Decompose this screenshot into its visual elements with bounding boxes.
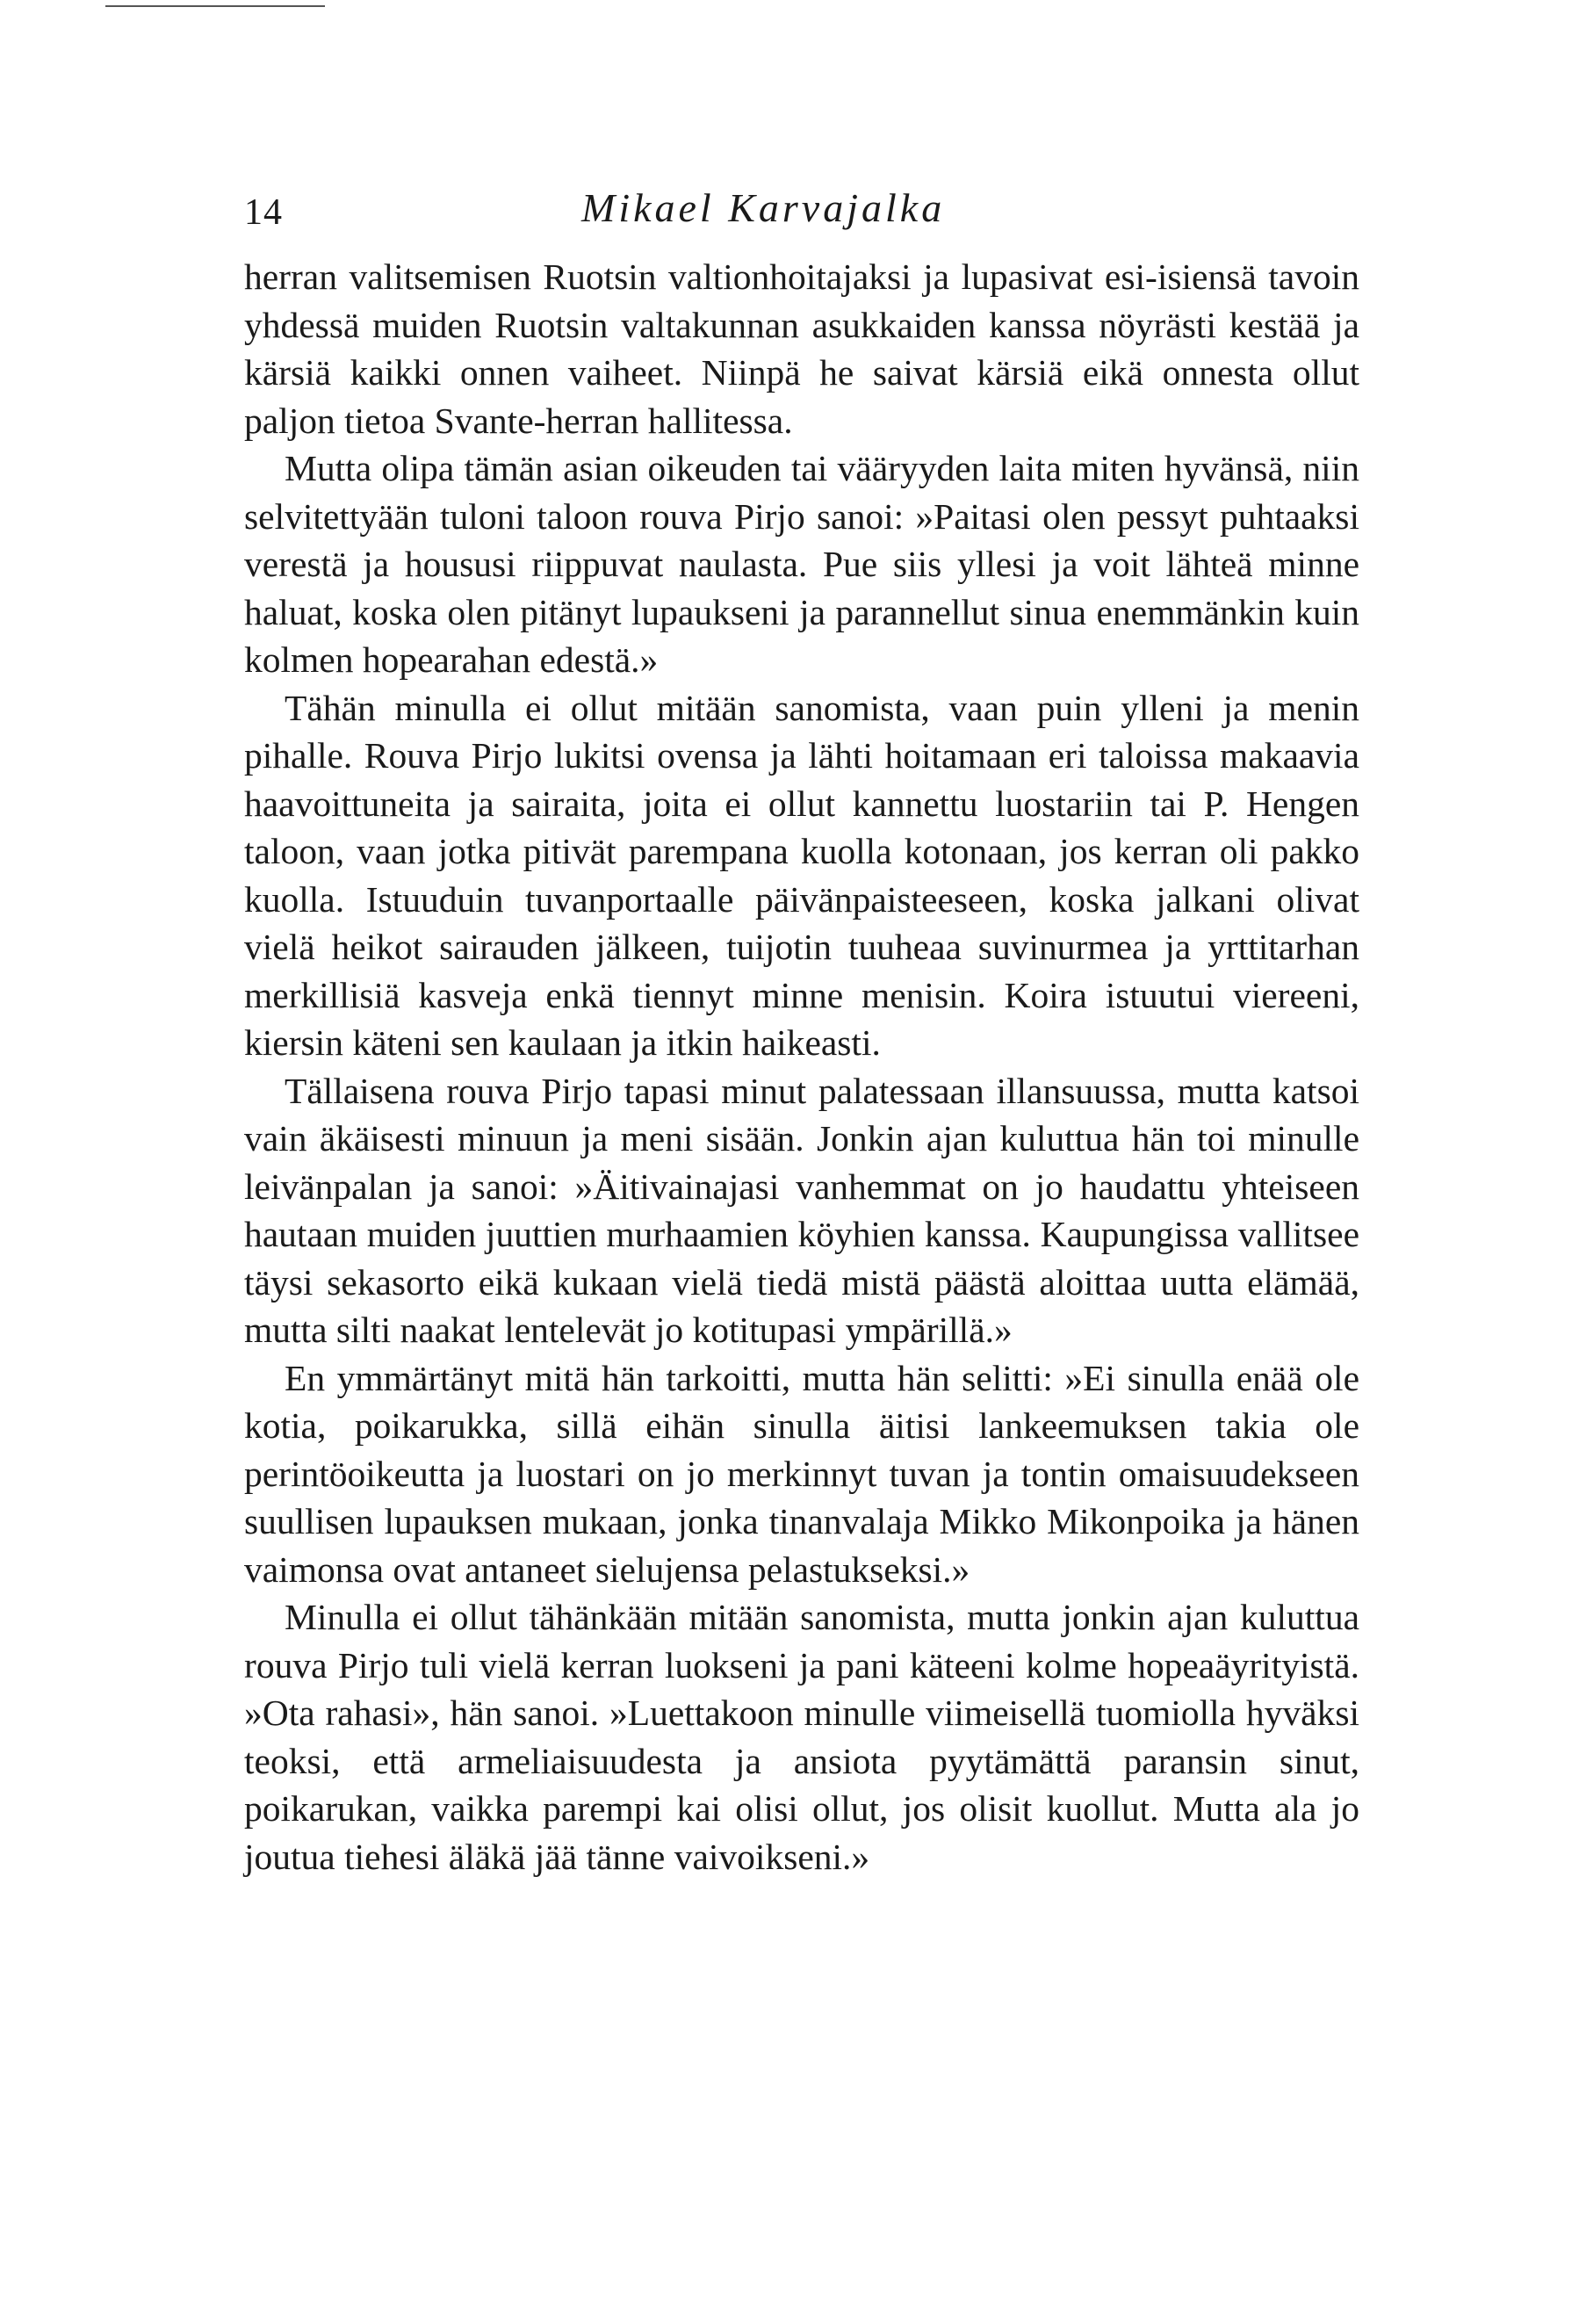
running-head <box>244 184 1359 246</box>
body-text <box>244 253 1359 1880</box>
paragraph-3: Tähän minulla ei ollut mitään sanomista, vaan puin ylleni ja menin pihalle. Rouva Pirjo lukitsi ovensa ja lähti hoitamaan eri taloissa makaavia haavoittuneita ja sairaita, joita ei ollut kannettu luostariin tai P. Hengen taloon, vaan jotka pitivät parempana kuolla kotonaan, jos kerran oli pakko kuolla. Istuuduin tuvanportaalle päivänpaisteeseen, koska jalkani olivat vielä heikot sairauden jälkeen, tuijotin tuuheaa suvinurmea ja yrttitarhan merkillisiä kasveja enkä tiennyt minne menisin. Koira istuutui viereeni, kiersin käteni sen kaulaan ja itkin haikeasti. <box>244 687 1359 1063</box>
scan-edge-mark <box>105 5 325 7</box>
paragraph-2: Mutta olipa tämän asian oikeuden tai vääryyden laita miten hyvänsä, niin selvitettyään tuloni taloon rouva Pirjo sanoi: »Paitasi olen pessyt puhtaaksi verestä ja housusi riippuvat naulasta. Pue siis yllesi ja voit lähteä minne haluat, koska olen pitänyt lupaukseni ja parannellut sinua enemmänkin kuin kolmen hopearahan edestä.» <box>244 448 1359 680</box>
running-title: Mikael Karvajalka <box>581 185 946 230</box>
paragraph-1: herran valitsemisen Ruotsin valtionhoitajaksi ja lupasivat esi-isiensä tavoin yhdessä muiden Ruotsin valtakunnan asukkaiden kanssa nöyrästi kestää ja kärsiä kaikki onnen vaiheet. Niinpä he saivat kärsiä eikä onnesta ollut paljon tietoa Svante-herran hallitessa. <box>244 256 1359 441</box>
paragraph-5: En ymmärtänyt mitä hän tarkoitti, mutta hän selitti: »Ei sinulla enää ole kotia, poikarukka, sillä eihän sinulla äitisi lankeemuksen takia ole perintöoikeutta ja luostari on jo merkinnyt tuvan ja tontin omaisuudekseen suullisen lupauksen mukaan, jonka tinanvalaja Mikko Mikonpoika ja hänen vaimonsa ovat antaneet sielujensa pelastukseksi.» <box>244 1357 1359 1590</box>
page-number: 14 <box>244 192 283 233</box>
paragraph-6: Minulla ei ollut tähänkään mitään sanomista, mutta jonkin ajan kuluttua rouva Pirjo tuli vielä kerran luokseni ja pani käteeni kolme hopeaäyrityistä. »Ota rahasi», hän sanoi. »Luettakoon minulle viimeisellä tuomiolla hyväksi teoksi, että armeliaisuudesta ja ansiota pyytämättä paransin sinut, poikarukan, vaikka parempi kai olisi ollut, jos olisit kuollut. Mutta ala jo joutua tiehesi äläkä jää tänne vaivoikseni.» <box>244 1597 1359 1877</box>
paragraph-4: Tällaisena rouva Pirjo tapasi minut palatessaan illansuussa, mutta katsoi vain äkäisesti minuun ja meni sisään. Jonkin ajan kuluttua hän toi minulle leivänpalan ja sanoi: »Äitivainajasi vanhemmat on jo haudattu yhteiseen hautaan muiden juuttien murhaamien köyhien kanssa. Kaupungissa vallitsee täysi sekasorto eikä kukaan vielä tiedä mistä päästä aloittaa uutta elämää, mutta silti naakat lentelevät jo kotitupasi ympärillä.» <box>244 1070 1359 1350</box>
